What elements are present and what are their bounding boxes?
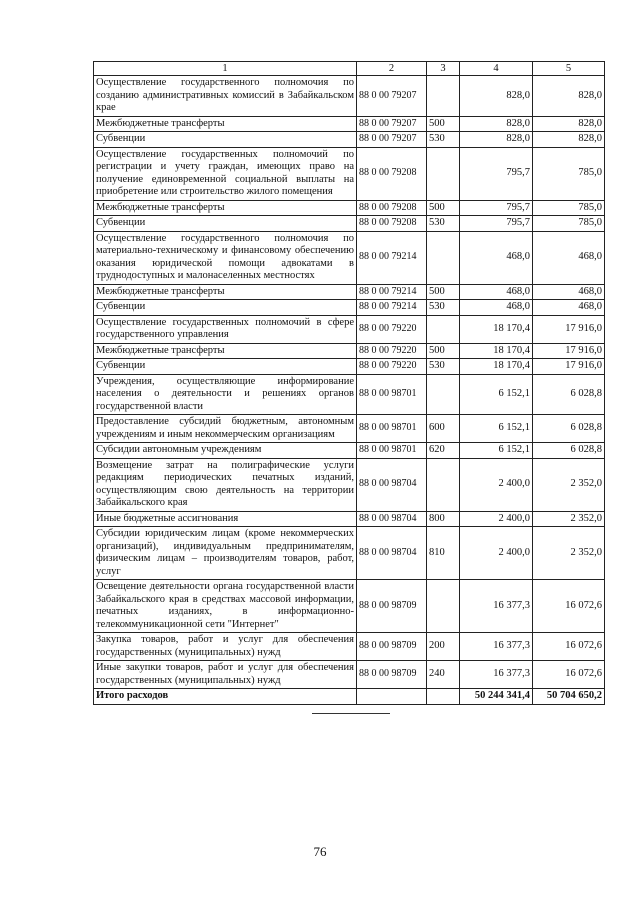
row-value-year1: 16 377,3 — [460, 661, 533, 689]
row-value-year2: 785,0 — [533, 200, 605, 216]
row-value-year1: 468,0 — [460, 231, 533, 284]
row-expense-type — [427, 231, 460, 284]
row-code: 88 0 00 79220 — [357, 343, 427, 359]
divider-line — [312, 713, 390, 714]
row-expense-type: 500 — [427, 200, 460, 216]
row-value-year2: 468,0 — [533, 284, 605, 300]
row-name: Межбюджетные трансферты — [94, 200, 357, 216]
row-name: Иные закупки товаров, работ и услуг для обеспечения государственных (муниципальных) нужд — [94, 661, 357, 689]
row-expense-type: 500 — [427, 343, 460, 359]
page-number: 76 — [313, 844, 327, 859]
row-code: 88 0 00 79214 — [357, 300, 427, 316]
row-code: 88 0 00 79208 — [357, 147, 427, 200]
row-value-year1: 18 170,4 — [460, 315, 533, 343]
row-name: Субвенции — [94, 359, 357, 375]
col-header: 2 — [357, 62, 427, 76]
table-row — [94, 374, 605, 415]
row-value-year2: 828,0 — [533, 132, 605, 148]
total-row — [94, 689, 605, 705]
row-name: Субсидии автономным учреждениям — [94, 443, 357, 459]
table-row — [94, 511, 605, 527]
row-expense-type — [427, 76, 460, 117]
row-name: Возмещение затрат на полиграфические услуги редакциям периодических печатных изданий, осуществляющим свою деятельность на территории Забайкальского края — [94, 458, 357, 511]
row-name: Осуществление государственных полномочий по регистрации и учету граждан, имеющих право на получение единовременной социальной выплаты на приобретение или строительство жилого помещения — [94, 147, 357, 200]
budget-table — [93, 61, 605, 705]
row-value-year1: 2 400,0 — [460, 527, 533, 580]
row-code: 88 0 00 79214 — [357, 231, 427, 284]
row-expense-type: 500 — [427, 116, 460, 132]
table-row — [94, 300, 605, 316]
row-name: Субсидии юридическим лицам (кроме некоммерческих организаций), индивидуальным предпринимателям, физическим лицам – производителям товаров, работ, услуг — [94, 527, 357, 580]
table-row — [94, 116, 605, 132]
row-expense-type: 530 — [427, 216, 460, 232]
total-empty — [427, 689, 460, 705]
row-name: Закупка товаров, работ и услуг для обеспечения государственных (муниципальных) нужд — [94, 633, 357, 661]
row-value-year2: 17 916,0 — [533, 343, 605, 359]
total-label: Итого расходов — [94, 689, 357, 705]
col-header: 1 — [94, 62, 357, 76]
row-code: 88 0 00 79208 — [357, 216, 427, 232]
row-code: 88 0 00 98701 — [357, 415, 427, 443]
row-value-year1: 828,0 — [460, 76, 533, 117]
row-name: Субвенции — [94, 132, 357, 148]
row-value-year1: 795,7 — [460, 147, 533, 200]
row-code: 88 0 00 79207 — [357, 132, 427, 148]
row-expense-type: 810 — [427, 527, 460, 580]
row-expense-type: 200 — [427, 633, 460, 661]
row-value-year1: 468,0 — [460, 284, 533, 300]
row-value-year2: 785,0 — [533, 147, 605, 200]
table-row — [94, 343, 605, 359]
row-value-year1: 6 152,1 — [460, 443, 533, 459]
row-name: Учреждения, осуществляющие информирование населения о деятельности и решениях органов государственной власти — [94, 374, 357, 415]
row-code: 88 0 00 98704 — [357, 511, 427, 527]
row-value-year2: 16 072,6 — [533, 661, 605, 689]
row-value-year2: 468,0 — [533, 231, 605, 284]
table-body — [94, 62, 605, 705]
row-value-year2: 17 916,0 — [533, 315, 605, 343]
table-row — [94, 315, 605, 343]
table-row — [94, 458, 605, 511]
row-expense-type — [427, 315, 460, 343]
row-expense-type: 800 — [427, 511, 460, 527]
row-expense-type: 530 — [427, 359, 460, 375]
table-row — [94, 231, 605, 284]
table-row — [94, 359, 605, 375]
row-value-year2: 16 072,6 — [533, 633, 605, 661]
row-code: 88 0 00 79207 — [357, 116, 427, 132]
row-value-year1: 6 152,1 — [460, 415, 533, 443]
row-expense-type: 500 — [427, 284, 460, 300]
row-name: Межбюджетные трансферты — [94, 284, 357, 300]
row-value-year2: 828,0 — [533, 116, 605, 132]
row-name: Предоставление субсидий бюджетным, автономным учреждениям и иным некоммерческим организациям — [94, 415, 357, 443]
row-name: Осуществление государственного полномочия по созданию административных комиссий в Забайкальском крае — [94, 76, 357, 117]
table-row — [94, 284, 605, 300]
row-name: Осуществление государственного полномочия по материально-техническому и финансовому обеспечению оказания юридической помощи адвокатами в труднодоступных и малонаселенных местностях — [94, 231, 357, 284]
row-code: 88 0 00 98704 — [357, 458, 427, 511]
row-code: 88 0 00 98704 — [357, 527, 427, 580]
row-value-year2: 785,0 — [533, 216, 605, 232]
col-header: 3 — [427, 62, 460, 76]
row-expense-type: 600 — [427, 415, 460, 443]
row-name: Иные бюджетные ассигнования — [94, 511, 357, 527]
row-code: 88 0 00 79220 — [357, 359, 427, 375]
table-row — [94, 633, 605, 661]
row-expense-type: 530 — [427, 132, 460, 148]
row-value-year2: 468,0 — [533, 300, 605, 316]
row-value-year1: 828,0 — [460, 116, 533, 132]
row-value-year1: 468,0 — [460, 300, 533, 316]
table-row — [94, 76, 605, 117]
row-code: 88 0 00 79214 — [357, 284, 427, 300]
row-name: Осуществление государственных полномочий в сфере государственного управления — [94, 315, 357, 343]
header-row — [94, 62, 605, 76]
row-name: Субвенции — [94, 216, 357, 232]
row-value-year1: 16 377,3 — [460, 580, 533, 633]
row-code: 88 0 00 79220 — [357, 315, 427, 343]
table-row — [94, 216, 605, 232]
row-code: 88 0 00 98709 — [357, 580, 427, 633]
row-name: Межбюджетные трансферты — [94, 343, 357, 359]
row-expense-type: 240 — [427, 661, 460, 689]
row-value-year2: 2 352,0 — [533, 458, 605, 511]
table-row — [94, 415, 605, 443]
row-expense-type — [427, 580, 460, 633]
row-name: Субвенции — [94, 300, 357, 316]
row-value-year1: 16 377,3 — [460, 633, 533, 661]
row-code: 88 0 00 98701 — [357, 443, 427, 459]
total-empty — [357, 689, 427, 705]
row-code: 88 0 00 79208 — [357, 200, 427, 216]
row-value-year2: 6 028,8 — [533, 374, 605, 415]
row-code: 88 0 00 79207 — [357, 76, 427, 117]
table-row — [94, 527, 605, 580]
row-expense-type — [427, 374, 460, 415]
row-expense-type — [427, 458, 460, 511]
row-value-year1: 2 400,0 — [460, 511, 533, 527]
row-code: 88 0 00 98709 — [357, 633, 427, 661]
row-value-year1: 18 170,4 — [460, 359, 533, 375]
row-name: Освещение деятельности органа государственной власти Забайкальского края в средствах массовой информации, печатных изданиях, в информационно-телекоммуникационной сети "Интернет" — [94, 580, 357, 633]
row-value-year1: 795,7 — [460, 216, 533, 232]
row-expense-type: 620 — [427, 443, 460, 459]
row-value-year2: 6 028,8 — [533, 443, 605, 459]
table-row — [94, 147, 605, 200]
row-value-year2: 828,0 — [533, 76, 605, 117]
table-row — [94, 661, 605, 689]
col-header: 5 — [533, 62, 605, 76]
row-value-year2: 2 352,0 — [533, 527, 605, 580]
row-value-year1: 2 400,0 — [460, 458, 533, 511]
col-header: 4 — [460, 62, 533, 76]
table-row — [94, 443, 605, 459]
row-value-year2: 16 072,6 — [533, 580, 605, 633]
row-expense-type: 530 — [427, 300, 460, 316]
total-value-year1: 50 244 341,4 — [460, 689, 533, 705]
row-value-year1: 795,7 — [460, 200, 533, 216]
row-value-year2: 17 916,0 — [533, 359, 605, 375]
row-name: Межбюджетные трансферты — [94, 116, 357, 132]
table-row — [94, 132, 605, 148]
row-value-year1: 18 170,4 — [460, 343, 533, 359]
row-code: 88 0 00 98701 — [357, 374, 427, 415]
row-value-year1: 6 152,1 — [460, 374, 533, 415]
row-value-year2: 2 352,0 — [533, 511, 605, 527]
table-row — [94, 580, 605, 633]
row-value-year1: 828,0 — [460, 132, 533, 148]
table-row — [94, 200, 605, 216]
total-value-year2: 50 704 650,2 — [533, 689, 605, 705]
row-value-year2: 6 028,8 — [533, 415, 605, 443]
row-expense-type — [427, 147, 460, 200]
row-code: 88 0 00 98709 — [357, 661, 427, 689]
